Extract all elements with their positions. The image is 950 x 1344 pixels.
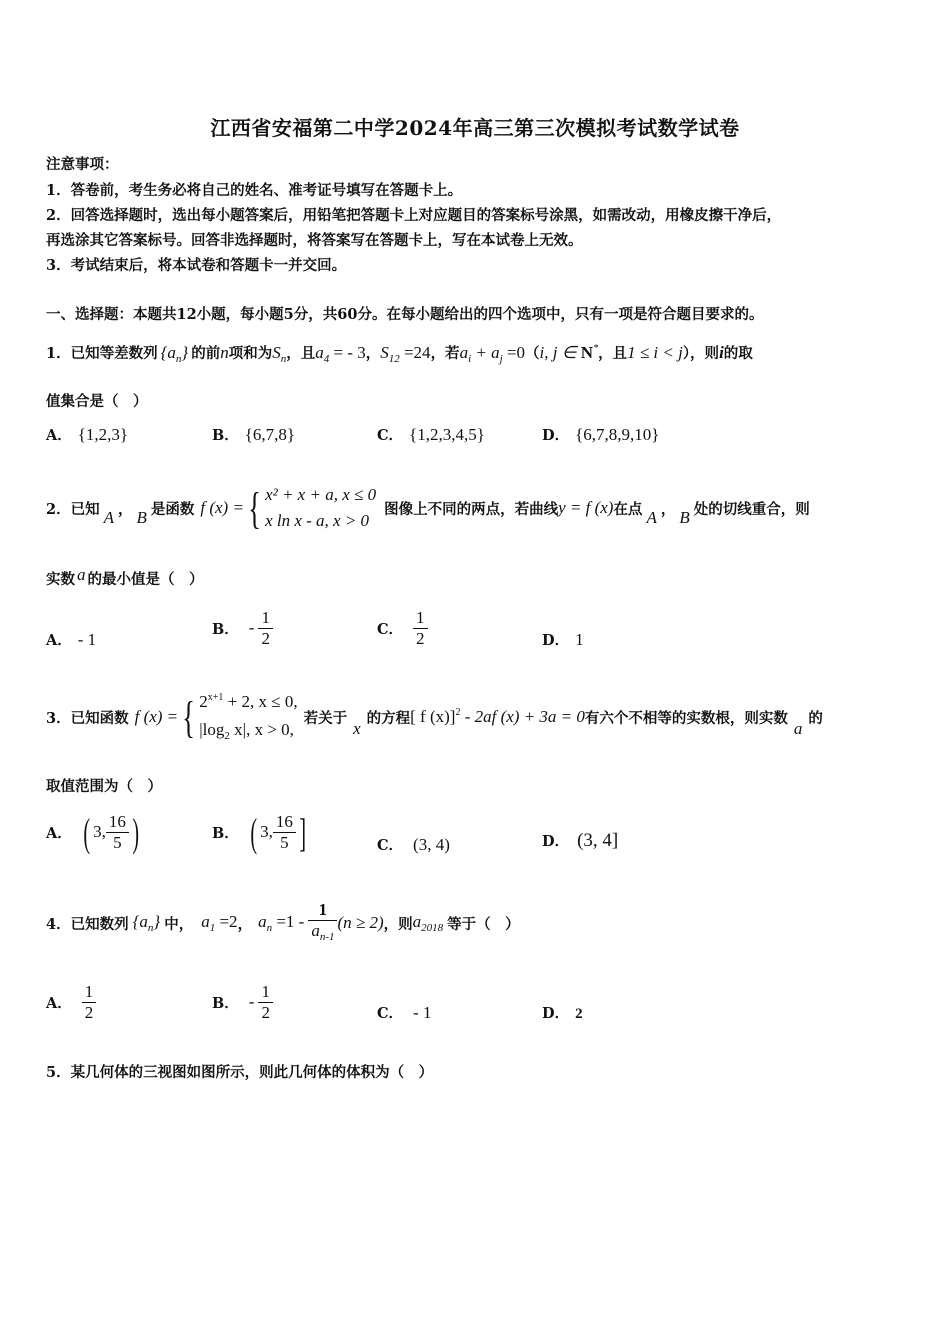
q2-option-b[interactable]: B． - $\frac{1}{2}$ [212, 604, 273, 652]
q2-option-c[interactable]: C． $\frac{1}{2}$ [377, 604, 428, 652]
q1-text-1: 1．已知等差数列 [46, 345, 158, 362]
notice-item-3: 3．考试结束后，将本试卷和答题卡一并交回。 [46, 257, 347, 274]
question-2-line-2: 实数 a 的最小值是（ ） [46, 565, 204, 588]
q1-s12: $S_{12} =24$ [380, 343, 431, 365]
q2-brace: { [248, 483, 261, 533]
notice-item-2: 2．回答选择题时，选出每小题答案后，用铅笔把答题卡上对应题目的答案标号涂黑，如需改动，用橡皮擦干净后， [46, 207, 782, 224]
notice-heading: 注意事项： [46, 156, 119, 173]
q3-brace: { [182, 692, 196, 742]
q4-option-b[interactable]: B． - $\frac{1}{2}$ [212, 978, 273, 1026]
question-3-line-2: 取值范围为（ ） [46, 778, 162, 795]
q2-option-a[interactable]: A． - 1 [46, 630, 97, 649]
question-5: 5．某几何体的三视图如图所示，则此几何体的体积为（ ） [46, 1064, 434, 1081]
q1-option-d[interactable]: D． {6,7,8,9,10} [542, 425, 660, 444]
notice-item-2-cont: 再选涂其它答案标号。回答非选择题时，将答案写在答题卡上，写在本试卷上无效。 [46, 232, 583, 249]
q1-cond: $a_i + a_j =0$ [459, 343, 526, 365]
q1-a4: $a_4$ = - 3 [315, 343, 366, 365]
q3-option-d[interactable]: D． (3, 4] [542, 830, 619, 851]
question-2: 2．已知 A ， B 是函数 f (x) = { x² + x + a, x ≤ 0 x ln x - a, x > 0 图像上不同的两点，若曲线 y = f (x) 在点 A ， B 处的切线重合，则 [46, 483, 810, 533]
q1-seq: $\{a_n\}$ [160, 343, 189, 365]
q1-option-a[interactable]: A． {1,2,3} [46, 425, 129, 444]
q2-option-d[interactable]: D． 1 [542, 630, 584, 649]
q1-option-c[interactable]: C． {1,2,3,4,5} [377, 425, 485, 444]
section-heading: 一、选择题：本题共12小题，每小题5分，共60分。在每小题给出的四个选项中，只有一项是符合题目要求的。 [46, 306, 764, 323]
q3-cases: $2^{x+1} + 2$, x ≤ 0, $|\log_2$ x|, x > 0, [199, 692, 298, 742]
question-1-line-2: 值集合是（ ） [46, 393, 148, 410]
question-1: 1．已知等差数列 $\{a_n\}$ 的前n项和为$S_n$，且$a_4$ = - 3，$S_{12} =24$，若$a_i + a_j =0(i$, j ∈ N*，且1 ≤ i < j），则i的取 [46, 343, 753, 365]
q4-option-c[interactable]: C． - 1 [377, 1003, 432, 1022]
q1-ij: i, j ∈ N* [539, 343, 599, 362]
question-3: 3．已知函数 f (x) = { $2^{x+1} + 2$, x ≤ 0, $|\log_2$ x|, x > 0, 若关于 x 的方程 [ f (x)]$^2$ - 2af (x) + 3a = 0 有六个不相等的实数根，则实数 a 的 [46, 686, 823, 748]
q3-option-b[interactable]: B． ( 3, $\frac{16}{5}$ ] [212, 809, 306, 855]
q3-option-a[interactable]: A． ( 3, $\frac{16}{5}$ ) [46, 809, 139, 855]
q4-option-d[interactable]: D． 2 [542, 1005, 583, 1022]
q2-cases: x² + x + a, x ≤ 0 x ln x - a, x > 0 [265, 485, 377, 530]
notice-item-1: 1．答卷前，考生务必将自己的姓名、准考证号填写在答题卡上。 [46, 182, 463, 199]
q3-option-c[interactable]: C． (3, 4) [377, 835, 450, 854]
question-4: 4．已知数列 $\{a_n\}$ 中， $a_1 =2$ ， $a_n =1$ - $\frac{1}{a_{n-1}}$ (n ≥ 2) ，则 $a_{2018}$ 等于（ ） [46, 899, 520, 943]
exam-title: 江西省安福第二中学2024年高三第三次模拟考试数学试卷 [210, 116, 740, 140]
q1-sum: $S_n$ [272, 343, 287, 365]
q1-option-b[interactable]: B． {6,7,8} [212, 425, 296, 444]
q4-option-a[interactable]: A． $\frac{1}{2}$ [46, 978, 96, 1026]
